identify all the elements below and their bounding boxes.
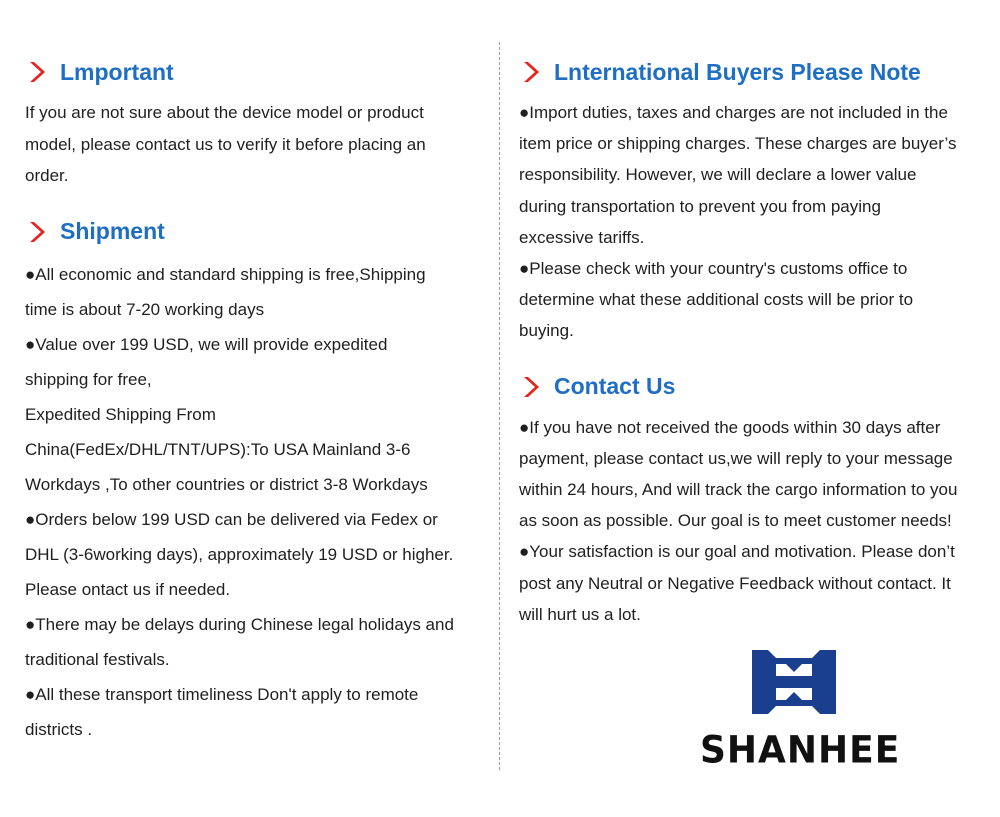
contact-line: will hurt us a lot. bbox=[519, 604, 641, 624]
shipment-line: ●Value over 199 USD, we will provide expedited bbox=[25, 334, 388, 354]
chevron-right-icon bbox=[519, 375, 543, 399]
contact-body bbox=[519, 412, 989, 630]
contact-heading bbox=[519, 370, 989, 404]
contact-line: as soon as possible. Our goal is to meet customer needs! bbox=[519, 511, 952, 531]
shipment-body bbox=[25, 257, 490, 747]
shipment-line: ●All economic and standard shipping is free,Shipping bbox=[25, 264, 426, 284]
international-line: excessive tariffs. bbox=[519, 227, 645, 247]
international-heading bbox=[519, 55, 989, 89]
international-line: during transportation to prevent you from paying bbox=[519, 196, 881, 216]
left-column bbox=[25, 55, 490, 770]
contact-section bbox=[519, 370, 989, 630]
shipment-line: ●There may be delays during Chinese legal holidays and bbox=[25, 614, 454, 634]
shipment-title: Shipment bbox=[60, 218, 165, 244]
international-line: responsibility. However, we will declare a lower value bbox=[519, 165, 917, 185]
contact-line: post any Neutral or Negative Feedback without contact. It bbox=[519, 573, 951, 593]
shipment-line: ●Orders below 199 USD can be delivered via Fedex or bbox=[25, 509, 438, 529]
shipment-line: shipping for free, bbox=[25, 369, 152, 389]
shipment-section bbox=[25, 215, 490, 747]
contact-line: payment, please contact us,we will reply to your message bbox=[519, 448, 953, 468]
contact-line: ●Your satisfaction is our goal and motivation. Please don’t bbox=[519, 542, 955, 562]
shanhee-logo-mark-icon bbox=[752, 650, 836, 714]
international-line: determine what these additional costs will be prior to bbox=[519, 290, 914, 310]
chevron-right-icon bbox=[25, 220, 49, 244]
shipment-line: China(FedEx/DHL/TNT/UPS):To USA Mainland 3-6 bbox=[25, 439, 411, 459]
contact-title: Contact Us bbox=[554, 373, 676, 400]
international-line: item price or shipping charges. These charges are buyer’s bbox=[519, 134, 957, 154]
shipment-line: districts . bbox=[25, 719, 93, 739]
international-section bbox=[519, 55, 989, 347]
chevron-right-icon bbox=[25, 60, 49, 84]
right-column bbox=[519, 55, 989, 653]
international-line: ●Import duties, taxes and charges are not included in the bbox=[519, 103, 948, 122]
important-heading bbox=[25, 55, 490, 89]
shipment-line: DHL (3-6working days), approximately 19 USD or higher. bbox=[25, 544, 454, 564]
international-line: buying. bbox=[519, 321, 574, 341]
shipment-line: ●All these transport timeliness Don't apply to remote bbox=[25, 684, 419, 704]
contact-line: ●If you have not received the goods within 30 days after bbox=[519, 417, 941, 437]
shanhee-logo bbox=[700, 650, 901, 775]
contact-line: within 24 hours, And will track the cargo information to you bbox=[519, 480, 958, 500]
shipment-line: Workdays ,To other countries or district 3-8 Workdays bbox=[25, 474, 428, 494]
logo-wordmark: SHANHEE bbox=[700, 728, 901, 773]
international-title: Lnternational Buyers Please Note bbox=[554, 58, 921, 85]
important-body bbox=[25, 97, 490, 192]
shipment-heading bbox=[25, 215, 490, 249]
shipment-line: Expedited Shipping From bbox=[25, 404, 216, 424]
shipment-line: Please ontact us if needed. bbox=[25, 579, 231, 599]
important-line: If you are not sure about the device model or product bbox=[25, 103, 424, 122]
important-section bbox=[25, 55, 490, 192]
shipment-line: traditional festivals. bbox=[25, 649, 170, 669]
important-title: Lmportant bbox=[60, 58, 174, 85]
international-body bbox=[519, 97, 989, 347]
column-divider bbox=[499, 42, 500, 770]
chevron-right-icon bbox=[519, 60, 543, 84]
important-line: model, please contact us to verify it before placing an bbox=[25, 134, 426, 154]
international-line: ●Please check with your country's customs office to bbox=[519, 259, 908, 279]
important-line: order. bbox=[25, 166, 69, 185]
shipment-line: time is about 7-20 working days bbox=[25, 299, 265, 319]
